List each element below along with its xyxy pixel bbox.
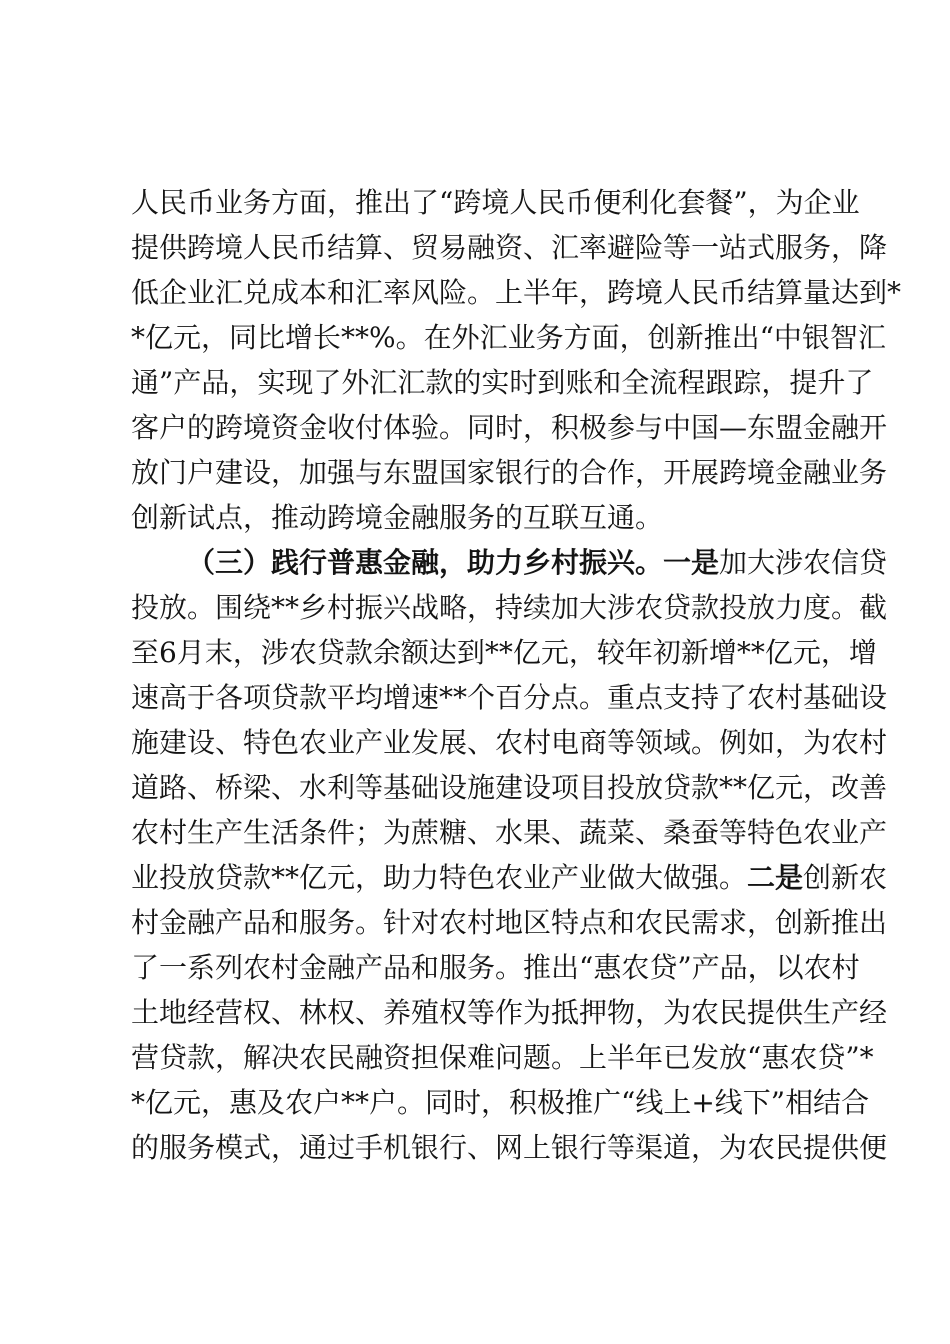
section-heading: （三）践行普惠金融，助力乡村振兴。 [187, 546, 664, 579]
paragraph-2-line-3: 至6月末，涉农贷款余额达到**亿元，较年初新增**亿元，增 [131, 636, 877, 669]
paragraph-2-line-4: 速高于各项贷款平均增速**个百分点。重点支持了农村基础设 [131, 681, 888, 714]
paragraph-2-line-14: 的服务模式，通过手机银行、网上银行等渠道，为农民提供便 [131, 1131, 888, 1164]
first-point-marker: 一是 [663, 546, 720, 579]
paragraph-2-line-12: 营贷款，解决农民融资担保难问题。上半年已发放“惠农贷”* [131, 1041, 874, 1074]
paragraph-2-line-9: 村金融产品和服务。针对农村地区特点和农民需求，创新推出 [131, 906, 888, 939]
paragraph-1-line-2: 提供跨境人民币结算、贸易融资、汇率避险等一站式服务，降 [131, 231, 888, 264]
line-9-end-text: 创新农 [803, 861, 888, 894]
paragraph-2-line-11: 土地经营权、林权、养殖权等作为抵押物，为农民提供生产经 [131, 996, 888, 1029]
first-point-text: 加大涉农信贷 [719, 546, 888, 579]
paragraph-2-line-5: 施建设、特色农业产业发展、农村电商等领域。例如，为农村 [131, 726, 888, 759]
paragraph-1-line-5: 通”产品，实现了外汇汇款的实时到账和全流程跟踪，提升了 [131, 366, 874, 399]
paragraph-1-line-7: 放门户建设，加强与东盟国家银行的合作，开展跨境金融业务 [131, 456, 888, 489]
paragraph-1-line-1: 人民币业务方面，推出了“跨境人民币便利化套餐”，为企业 [131, 186, 860, 219]
paragraph-2-line-2: 投放。围绕**乡村振兴战略，持续加大涉农贷款投放力度。截 [131, 591, 888, 624]
second-point-marker: 二是 [747, 861, 804, 894]
paragraph-1-line-3: 低企业汇兑成本和汇率风险。上半年，跨境人民币结算量达到* [131, 276, 902, 309]
paragraph-2-line-7: 农村生产生活条件；为蔗糖、水果、蔬菜、桑蚕等特色农业产 [131, 816, 888, 849]
paragraph-1-line-6: 客户的跨境资金收付体验。同时，积极参与中国—东盟金融开 [131, 411, 888, 444]
paragraph-1-line-4: *亿元，同比增长**%。在外汇业务方面，创新推出“中银智汇 [131, 321, 886, 354]
line-9-start-text: 业投放贷款**亿元，助力特色农业产业做大做强。 [131, 861, 748, 894]
paragraph-2-line-13: *亿元，惠及农户**户。同时，积极推广“线上+线下”相结合 [131, 1086, 870, 1119]
paragraph-1-line-8: 创新试点，推动跨境金融服务的互联互通。 [131, 501, 664, 534]
paragraph-2-line-1 [187, 543, 888, 583]
paragraph-2-line-10: 了一系列农村金融产品和服务。推出“惠农贷”产品，以农村 [131, 951, 860, 984]
paragraph-2-line-6: 道路、桥梁、水利等基础设施建设项目投放贷款**亿元，改善 [131, 771, 888, 804]
paragraph-2-line-8 [131, 858, 888, 898]
